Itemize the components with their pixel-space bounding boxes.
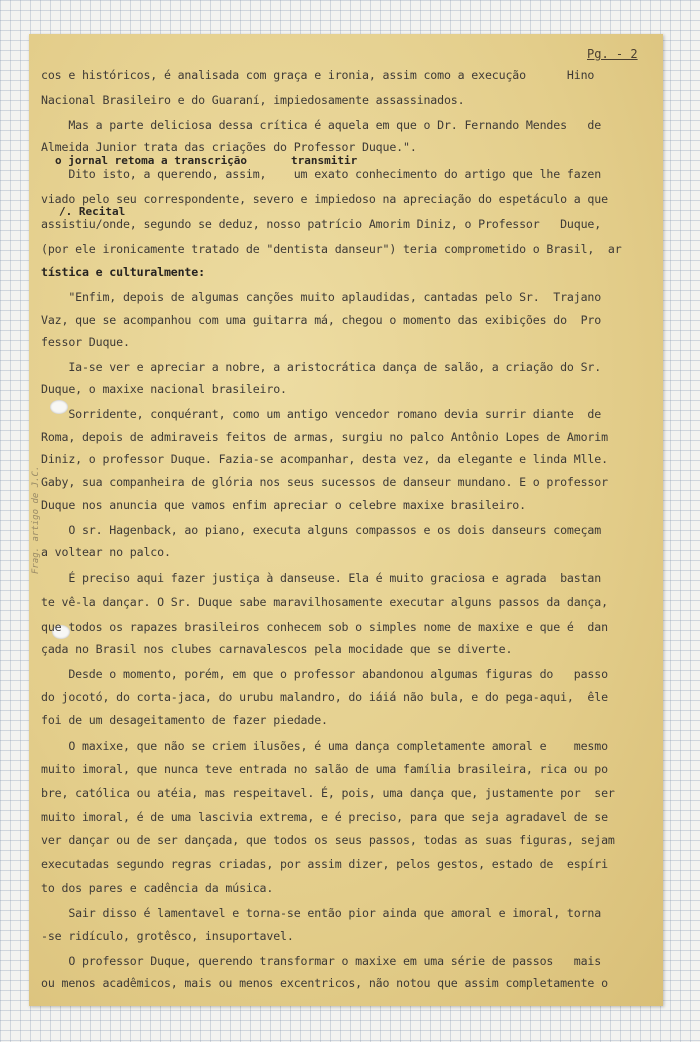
text-line: Mas a parte deliciosa dessa crítica é aquela em que o Dr. Fernando Mendes de bbox=[41, 118, 602, 132]
handwritten-insert: /. Recital bbox=[59, 205, 126, 218]
text-line: muito imoral, que nunca teve entrada no salão de uma família brasileira, rica ou po bbox=[41, 762, 608, 776]
text-line: te vê-la dançar. O Sr. Duque sabe maravilhosamente executar alguns passos da dança, bbox=[41, 595, 608, 609]
text-line: çada no Brasil nos clubes carnavalescos pela mocidade que se diverte. bbox=[41, 642, 513, 656]
text-line: que todos os rapazes brasileiros conhecem sob o simples nome de maxixe e que é dan bbox=[41, 620, 608, 634]
text-line: -se ridículo, grotêsco, insuportavel. bbox=[41, 929, 294, 943]
text-line: to dos pares e cadência da música. bbox=[41, 881, 274, 895]
handwritten-insert: transmitir bbox=[291, 154, 358, 167]
text-line: ou menos acadêmicos, mais ou menos excentricos, não notou que assim completamente o bbox=[41, 976, 608, 990]
text-line: Duque, o maxixe nacional brasileiro. bbox=[41, 382, 287, 396]
text-line: Desde o momento, porém, em que o professor abandonou algumas figuras do passo bbox=[41, 667, 608, 681]
text-line: Nacional Brasileiro e do Guaraní, impiedosamente assassinados. bbox=[41, 93, 465, 107]
text-line: (por ele ironicamente tratado de "dentista danseur") teria comprometido o Brasil, ar bbox=[41, 242, 622, 256]
text-line: tística e culturalmente: bbox=[41, 265, 205, 279]
text-line: Sair disso é lamentavel e torna-se então pior ainda que amoral e imoral, torna bbox=[41, 906, 602, 920]
text-line: Gaby, sua companheira de glória nos seus sucessos de danseur mundano. E o professor bbox=[41, 475, 608, 489]
margin-note: Frag. artigo de J.C. bbox=[31, 465, 41, 574]
text-line: ver dançar ou de ser dançada, que todos os seus passos, todas as suas figuras, sejam bbox=[41, 833, 615, 847]
text-line: Diniz, o professor Duque. Fazia-se acompanhar, desta vez, da elegante e linda Mlle. bbox=[41, 452, 608, 466]
page-number: Pg. - 2 bbox=[587, 47, 638, 61]
text-line: bre, católica ou atéia, mas respeitavel. É, pois, uma dança que, justamente por ser bbox=[41, 786, 615, 800]
text-line: Dito isto, a querendo, assim, um exato conhecimento do artigo que lhe fazen bbox=[41, 167, 602, 181]
text-line: executadas segundo regras criadas, por assim dizer, pelos gestos, estado de espíri bbox=[41, 857, 608, 871]
text-line: do jocotó, do corta-jaca, do urubu malandro, do iáiá não bula, e do pega-aqui, êle bbox=[41, 690, 608, 704]
text-line: viado pelo seu correspondente, severo e impiedoso na apreciação do espetáculo a que bbox=[41, 192, 608, 206]
text-line: foi de um desageitamento de fazer piedade. bbox=[41, 713, 328, 727]
text-line: Vaz, que se acompanhou com uma guitarra má, chegou o momento das exibições do Pro bbox=[41, 313, 602, 327]
text-line: O professor Duque, querendo transformar o maxixe em uma série de passos mais bbox=[41, 954, 602, 968]
document-page bbox=[29, 34, 663, 1006]
text-line: assistiu/onde, segundo se deduz, nosso patrício Amorim Diniz, o Professor Duque, bbox=[41, 217, 602, 231]
text-line: fessor Duque. bbox=[41, 335, 130, 349]
text-line: cos e históricos, é analisada com graça e ironia, assim como a execução Hino bbox=[41, 68, 595, 82]
text-line: Duque nos anuncia que vamos enfim apreciar o celebre maxixe brasileiro. bbox=[41, 498, 526, 512]
text-line: "Enfim, depois de algumas canções muito aplaudidas, cantadas pelo Sr. Trajano bbox=[41, 290, 602, 304]
text-line: Almeida Junior trata das criações do Professor Duque.". bbox=[41, 140, 417, 154]
text-line: muito imoral, é de uma lascivia extrema, e é preciso, para que seja agradavel de se bbox=[41, 810, 608, 824]
handwritten-insert: o jornal retoma a transcrição bbox=[55, 154, 248, 167]
text-line: Roma, depois de admiraveis feitos de armas, surgiu no palco Antônio Lopes de Amorim bbox=[41, 430, 608, 444]
text-line: a voltear no palco. bbox=[41, 545, 171, 559]
text-line: Ia-se ver e apreciar a nobre, a aristocrática dança de salão, a criação do Sr. bbox=[41, 360, 602, 374]
text-line: O sr. Hagenback, ao piano, executa alguns compassos e os dois danseurs começam bbox=[41, 523, 602, 537]
text-line: Sorridente, conquérant, como um antigo vencedor romano devia surrir diante de bbox=[41, 407, 602, 421]
text-line: O maxixe, que não se criem ilusões, é uma dança completamente amoral e mesmo bbox=[41, 739, 608, 753]
text-line: É preciso aqui fazer justiça à danseuse. Ela é muito graciosa e agrada bastan bbox=[41, 571, 602, 585]
